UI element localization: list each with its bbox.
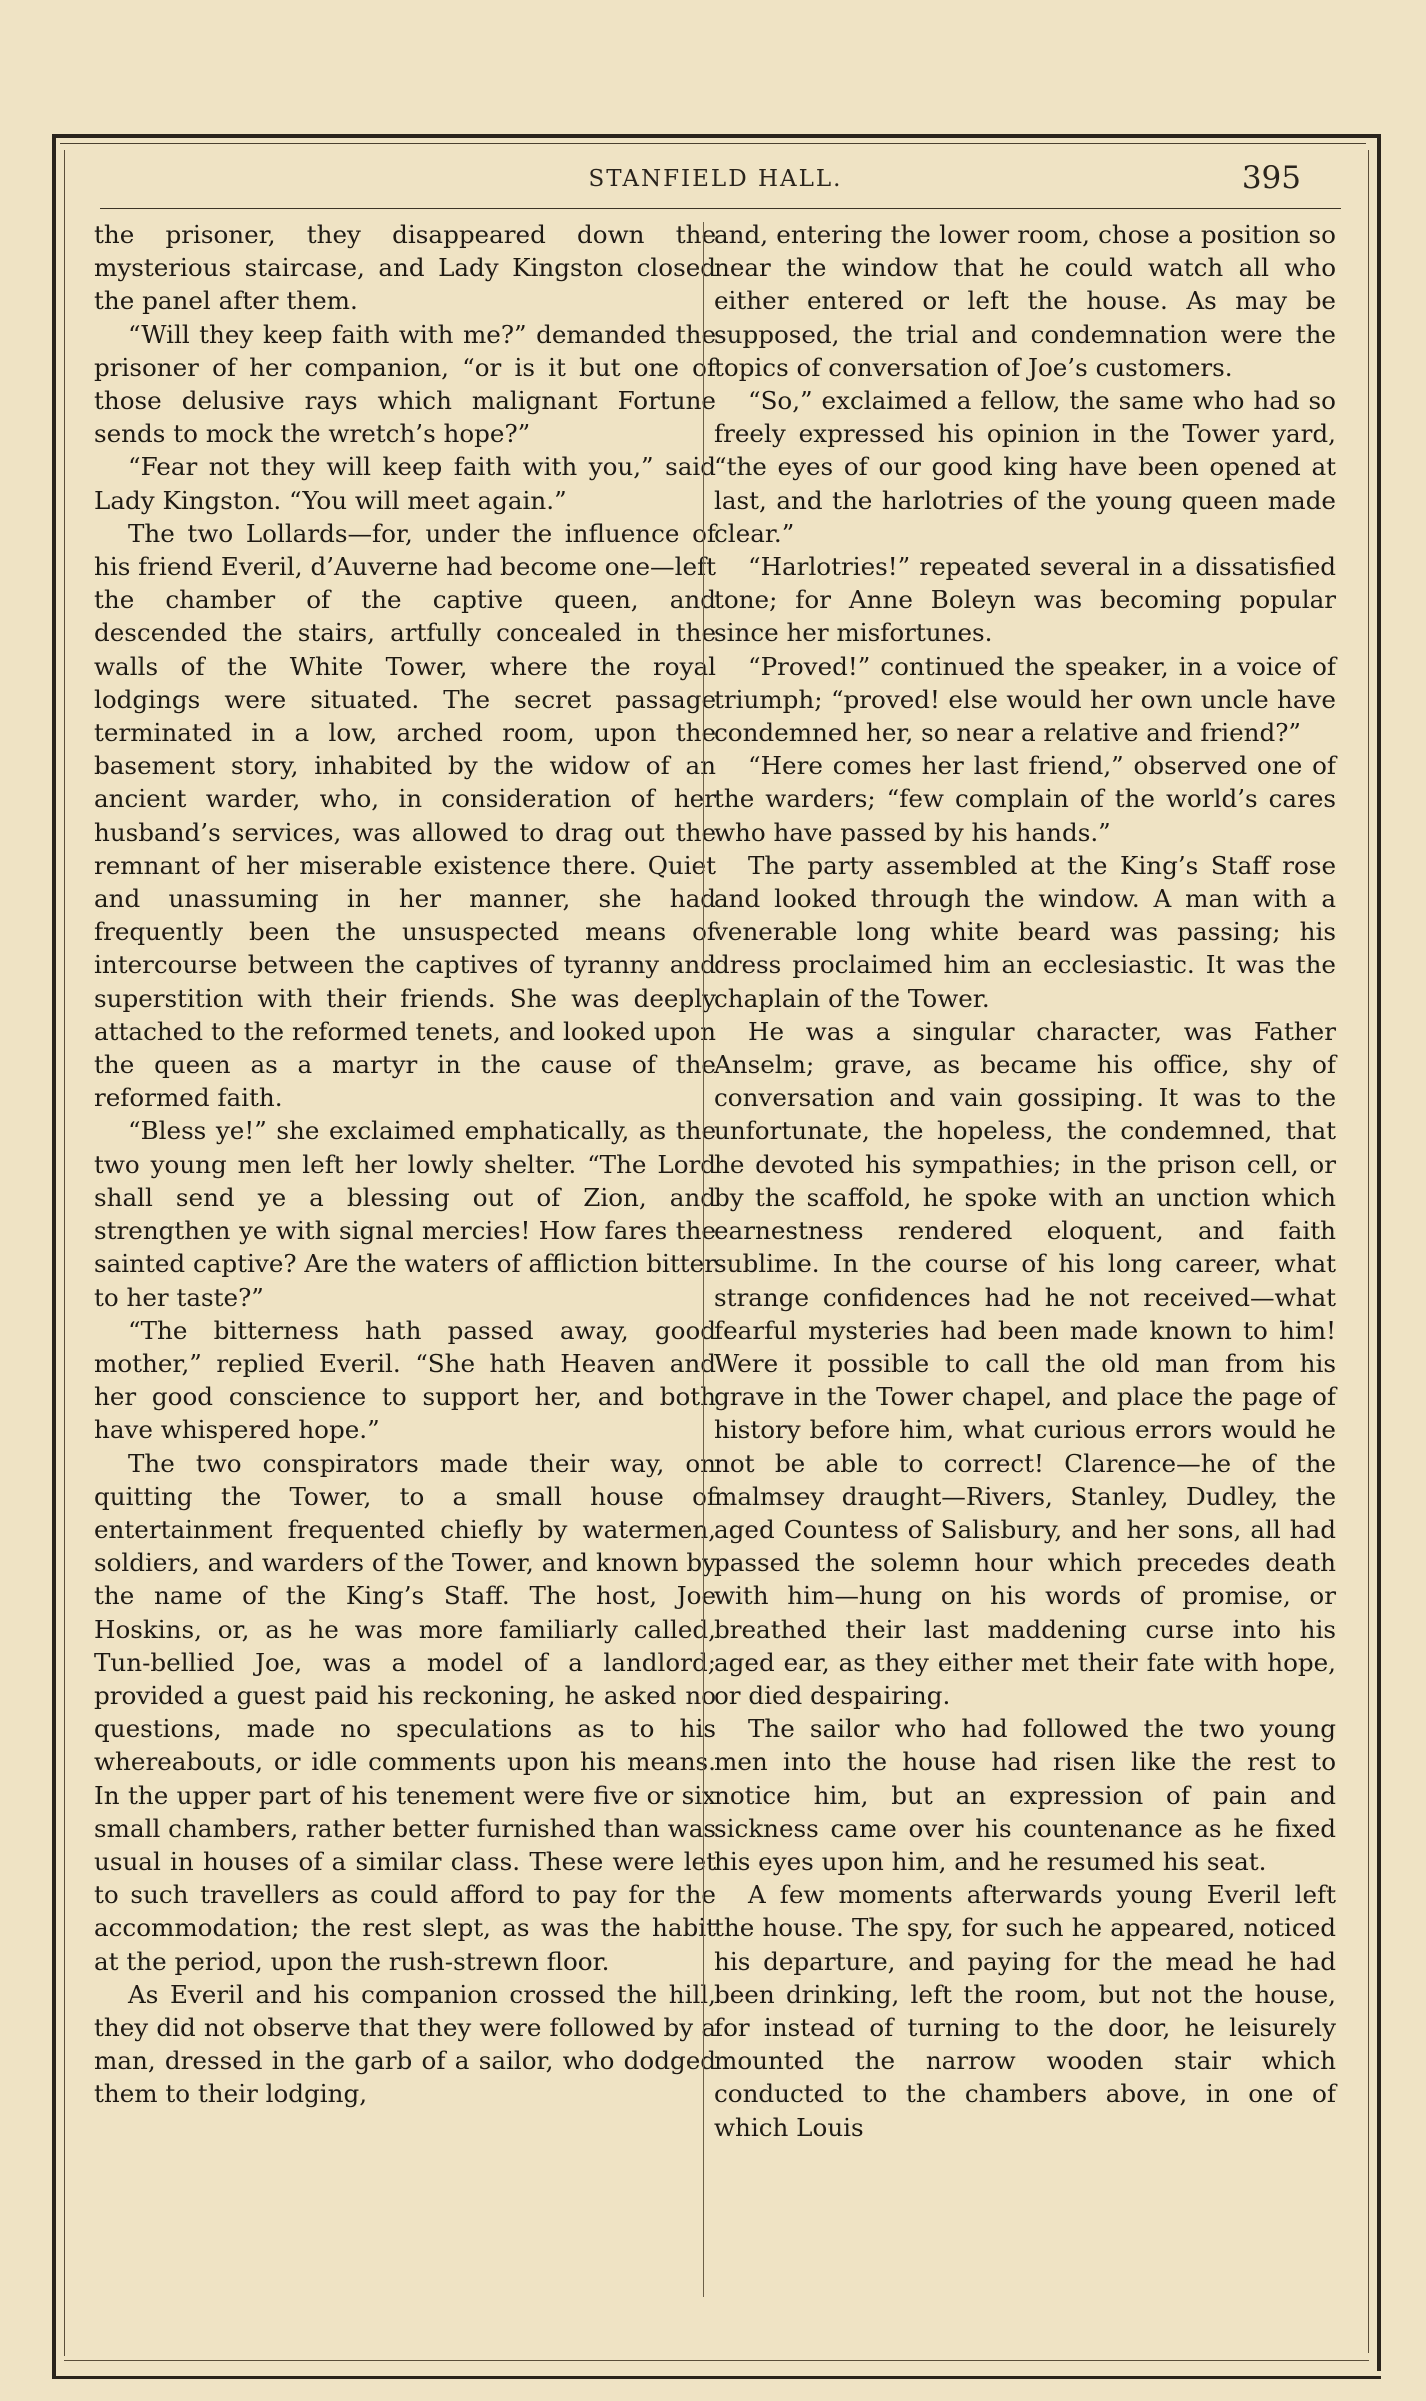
border-rule-left-inner [64, 150, 65, 2356]
paragraph: “Will they keep faith with me?” demanded the prisoner of her companion, “or is it but one of those delusive rays which malignant Fortune sends to mock the wretch’s hope?” [94, 319, 716, 449]
paragraph: The two conspirators made their way, on quitting the Tower, to a small house of entertainment frequented chiefly by watermen, soldiers, and warders of the Tower, and known by the name of the King’s Staff. The host, Joe Hoskins, or, as he was more familiarly called, Tun-bellied Joe, was a model of a landlord; provided a guest paid his reckoning, he asked no questions, made no speculations as to his whereabouts, or idle comments upon his means. In the upper part of his tenement were five or six small chambers, rather better furnished than was usual in houses of a similar class. These were let to such travellers as could afford to pay for the accommodation; the rest slept, as was the habit at the period, upon the rush-strewn floor. [94, 1448, 716, 1976]
page-header [90, 160, 1341, 208]
border-rule-top-inner [60, 143, 1366, 144]
left-column [94, 218, 716, 2111]
header-rule [100, 208, 1341, 209]
border-rule-bottom [52, 2376, 1381, 2379]
paragraph: “Fear not they will keep faith with you,” said Lady Kingston. “You will meet again.” [94, 452, 716, 515]
paragraph: “Harlotries!” repeated several in a dissatisfied tone; for Anne Boleyn was becoming popular since her misfortunes. [714, 552, 1336, 648]
border-rule-bottom-inner [64, 2360, 1369, 2361]
paragraph: He was a singular character, was Father Anselm; grave, as became his office, shy of conversation and vain gossiping. It was to the unfortunate, the hopeless, the condemned, that he devoted his sympathies; in the prison cell, or by the scaffold, he spoke with an unction which earnestness rendered eloquent, and faith sublime. In the course of his long career, what strange confidences had he not received—what fearful mysteries had been made known to him! Were it possible to call the old man from his grave in the Tower chapel, and place the page of history before him, what curious errors would he not be able to correct! Clarence—he of the malmsey draught—Rivers, Stanley, Dudley, the aged Countess of Salisbury, and her sons, all had passed the solemn hour which precedes death with him—hung on his words of promise, or breathed their last maddening curse into his aged ear, as they either met their fate with hope, or died despairing. [714, 1016, 1336, 1710]
paragraph: “Here comes her last friend,” observed one of the warders; “few complain of the world’s cares who have passed by his hands.” [714, 751, 1336, 847]
page-number: 395 [1241, 160, 1301, 196]
paragraph: “Proved!” continued the speaker, in a voice of triumph; “proved! else would her own uncle have condemned her, so near a relative and friend?” [714, 651, 1336, 748]
right-column [714, 218, 1336, 2144]
paragraph: The two Lollards—for, under the influence of his friend Everil, d’Auverne had become one—left the chamber of the captive queen, and descended the stairs, artfully concealed in the walls of the White Tower, where the royal lodgings were situated. The secret passage terminated in a low, arched room, upon the basement story, inhabited by the widow of an ancient warder, who, in consideration of her husband’s services, was allowed to drag out the remnant of her miserable existence there. Quiet and unassuming in her manner, she had frequently been the unsuspected means of intercourse between the captives of tyranny and superstition with their friends. She was deeply attached to the reformed tenets, and looked upon the queen as a martyr in the cause of the reformed faith. [94, 518, 716, 1113]
paragraph: A few moments afterwards young Everil left the house. The spy, for such he appeared, noticed his departure, and paying for the mead he had been drinking, left the room, but not the house, for instead of turning to the door, he leisurely mounted the narrow wooden stair which conducted to the chambers above, in one of which Louis [714, 1880, 1336, 2142]
paragraph: The sailor who had followed the two young men into the house had risen like the rest to notice him, but an expression of pain and sickness came over his countenance as he fixed his eyes upon him, and he resumed his seat. [714, 1714, 1336, 1876]
column-divider [703, 222, 704, 2297]
paragraph: “So,” exclaimed a fellow, the same who had so freely expressed his opinion in the Tower yard, “the eyes of our good king have been opened at last, and the harlotries of the young queen made clear.” [714, 386, 1336, 548]
paragraph: “Bless ye!” she exclaimed emphatically, as the two young men left her lowly shelter. “The Lord shall send ye a blessing out of Zion, and strengthen ye with signal mercies! How fares the sainted captive? Are the waters of affliction bitter to her taste?” [94, 1116, 716, 1312]
paragraph: and, entering the lower room, chose a position so near the window that he could watch all who either entered or left the house. As may be supposed, the trial and condemnation were the topics of conversation of Joe’s customers. [714, 220, 1336, 382]
paragraph: the prisoner, they disappeared down the mysterious staircase, and Lady Kingston closed the panel after them. [94, 220, 716, 316]
border-rule-top [52, 134, 1381, 138]
running-title: STANFIELD HALL. [588, 166, 843, 192]
paragraph: As Everil and his companion crossed the hill, they did not observe that they were followed by a man, dressed in the garb of a sailor, who dodged them to their lodging, [94, 1979, 716, 2109]
paragraph: “The bitterness hath passed away, good mother,” replied Everil. “She hath Heaven and her good conscience to support her, and both have whispered hope.” [94, 1315, 716, 1445]
paragraph: The party assembled at the King’s Staff rose and looked through the window. A man with a venerable long white beard was passing; his dress proclaimed him an ecclesiastic. It was the chaplain of the Tower. [714, 850, 1336, 1013]
border-rule-left [52, 134, 56, 2379]
border-rule-right-inner [1368, 150, 1369, 2353]
border-rule-right [1377, 134, 1381, 2371]
